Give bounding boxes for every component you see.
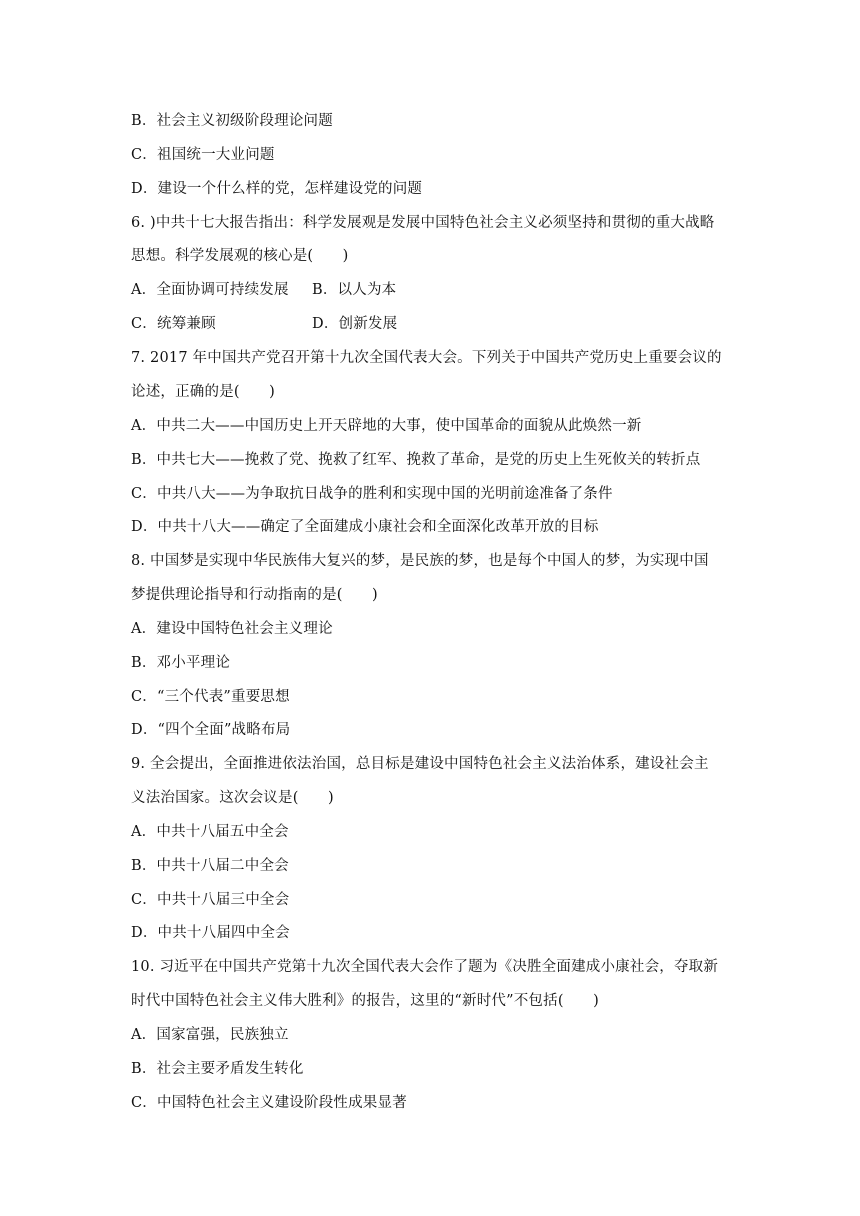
- q6-options-row1: [131, 280, 397, 300]
- q6-option-b: B．以人为本: [312, 282, 397, 298]
- q5-option-b: B．社会主义初级阶段理论问题: [131, 113, 333, 129]
- q8-option-b: B．邓小平理论: [131, 655, 231, 671]
- q5-option-d: D．建设一个什么样的党，怎样建设党的问题: [131, 181, 423, 197]
- q7-stem-line1: 7. 2017 年中国共产党召开第十九次全国代表大会。下列关于中国共产党历史上重要会议的: [131, 350, 722, 366]
- q10-stem-line2: 时代中国特色社会主义伟大胜利》的报告，这里的“新时代”不包括( ): [131, 993, 599, 1009]
- q8-stem-line1: 8. 中国梦是实现中华民族伟大复兴的梦，是民族的梦，也是每个中国人的梦，为实现中国: [131, 553, 709, 569]
- q7-stem-line2: 论述，正确的是( ): [131, 384, 276, 400]
- q6-stem-line1: 6. )中共十七大报告指出：科学发展观是发展中国特色社会主义必须坚持和贯彻的重大战略: [131, 215, 715, 231]
- q6-option-d: D．创新发展: [312, 316, 398, 332]
- q9-option-b: B．中共十八届二中全会: [131, 858, 289, 874]
- q8-stem-line2: 梦提供理论指导和行动指南的是( ): [131, 587, 378, 603]
- q10-option-a: A．国家富强，民族独立: [131, 1027, 289, 1043]
- q10-option-c: C．中国特色社会主义建设阶段性成果显著: [131, 1095, 407, 1111]
- q7-option-b: B．中共七大——挽救了党、挽救了红军、挽救了革命，是党的历史上生死攸关的转折点: [131, 452, 701, 468]
- q10-stem-line1: 10. 习近平在中国共产党第十九次全国代表大会作了题为《决胜全面建成小康社会，夺取新: [131, 959, 719, 975]
- q9-option-c: C．中共十八届三中全会: [131, 892, 290, 908]
- q7-option-c: C．中共八大——为争取抗日战争的胜利和实现中国的光明前途准备了条件: [131, 486, 613, 502]
- q10-option-b: B．社会主要矛盾发生转化: [131, 1061, 304, 1077]
- q8-option-a: A．建设中国特色社会主义理论: [131, 621, 333, 637]
- q6-option-c: C．统筹兼顾: [131, 316, 216, 332]
- q5-option-c: C．祖国统一大业问题: [131, 147, 275, 163]
- q6-stem-line2: 思想。科学发展观的核心是( ): [131, 248, 349, 264]
- q8-option-d: D．“四个全面”战略布局: [131, 722, 291, 738]
- q9-stem-line2: 义法治国家。这次会议是( ): [131, 790, 334, 806]
- q6-option-a: A．全面协调可持续发展: [131, 282, 289, 298]
- q7-option-d: D．中共十八大——确定了全面建成小康社会和全面深化改革开放的目标: [131, 519, 599, 535]
- q9-option-a: A．中共十八届五中全会: [131, 824, 289, 840]
- q9-option-d: D．中共十八届四中全会: [131, 925, 290, 941]
- q9-stem-line1: 9. 全会提出，全面推进依法治国，总目标是建设中国特色社会主义法治体系，建设社会主: [131, 756, 709, 772]
- q8-option-c: C．“三个代表”重要思想: [131, 689, 290, 705]
- q6-options-row2: [131, 314, 398, 334]
- q7-option-a: A．中共二大——中国历史上开天辟地的大事，使中国革命的面貌从此焕然一新: [131, 418, 642, 434]
